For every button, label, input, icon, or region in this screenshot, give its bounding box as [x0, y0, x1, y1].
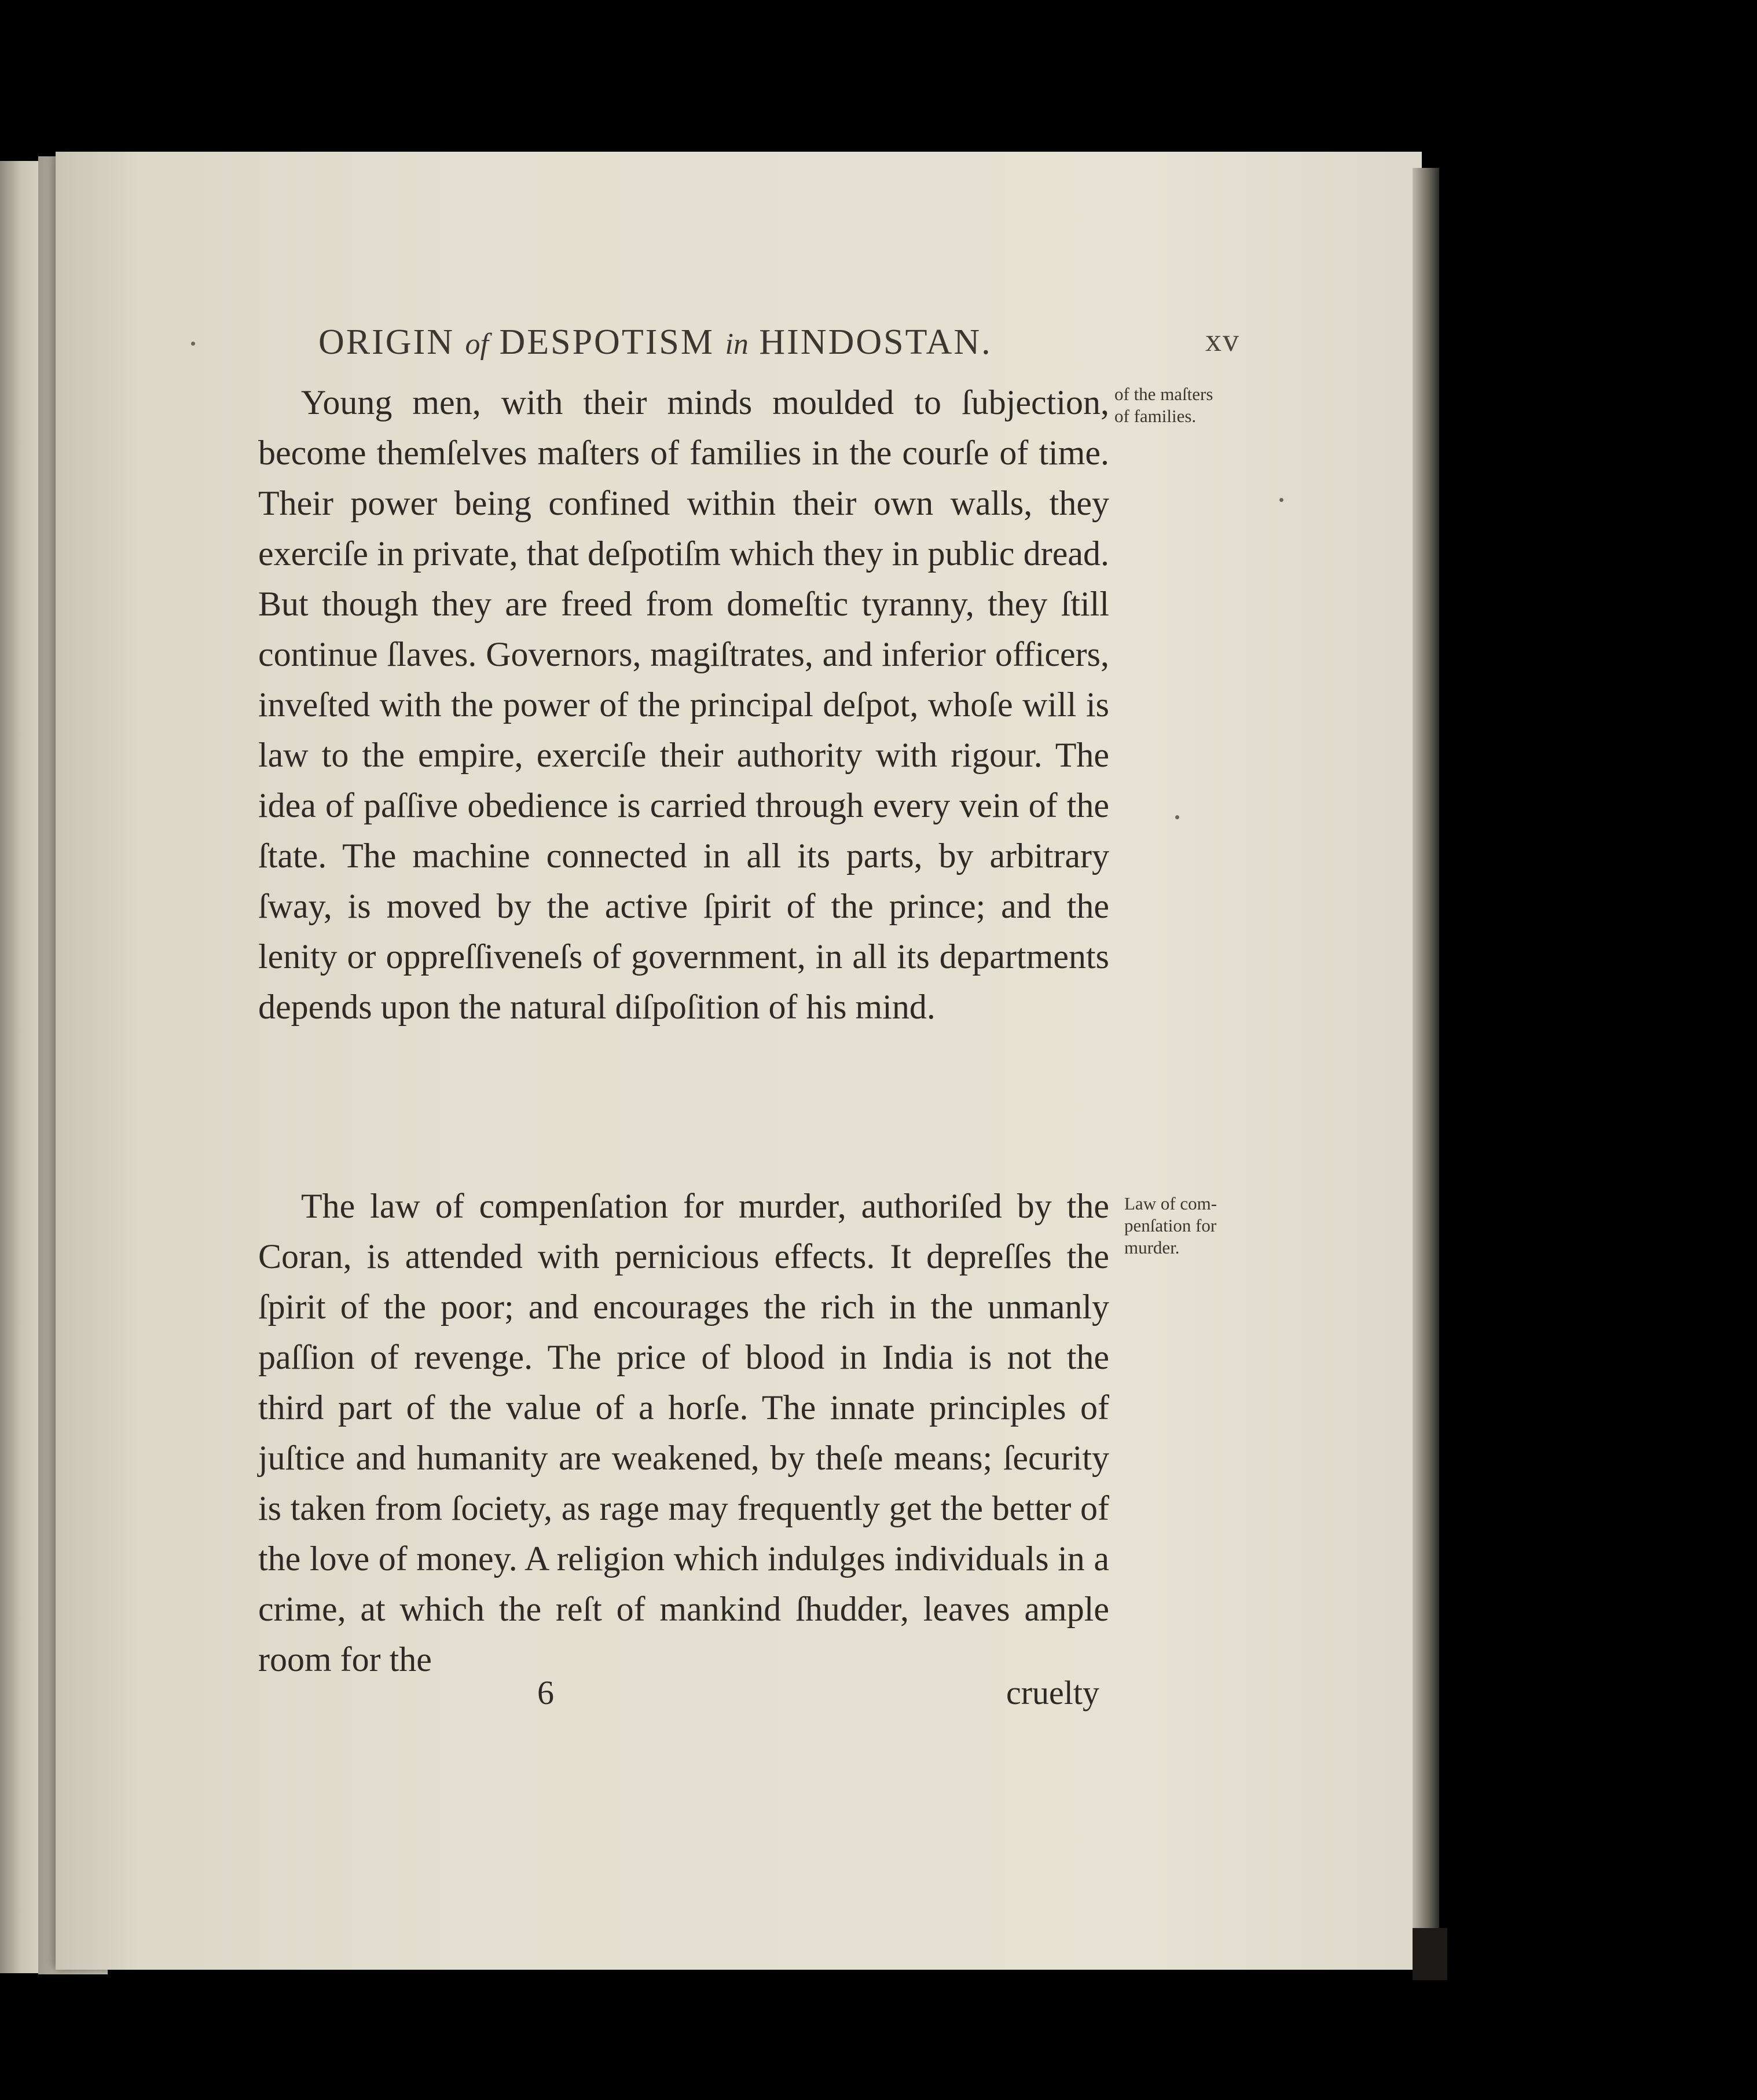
running-head-of: of [465, 328, 489, 361]
paper-speck [191, 342, 195, 346]
marginal-note-line: murder. [1124, 1237, 1180, 1258]
marginal-note-line: of families. [1114, 406, 1197, 426]
marginal-note-line: of the maſters [1114, 384, 1213, 404]
paragraph-text: Young men, with their minds moulded to ſubjection, become themſelves maſters of families in the courſe of time. Their power being confined within their own walls, they exerciſe in private, that deſpotiſm which they in public dread. But though they are freed from domeſtic tyranny, they ſtill continue ſlaves. Governors, magiſtrates, and inferior officers, inveſted with the power of the principal deſpot, whoſe will is law to the empire, exerciſe their authority with rigour. The idea of paſſive obedience is carried through every vein of the ſtate. The machine connected in all its parts, by arbitrary ſway, is moved by the active ſpirit of the prince; and the lenity or oppreſſiveneſs of government, in all its departments depends upon the natural diſpoſition of his mind. [258, 383, 1109, 1026]
paper-speck [1279, 498, 1283, 502]
paragraph-text: The law of compenſation for murder, authoriſed by the Coran, is attended with pernicious effects. It depreſſes the ſpirit of the poor; and encourages the rich in the unmanly paſſion of revenge. The price of blood in India is not the third part of the value of a horſe. The innate principles of juſtice and humanity are weakened, by theſe means; ſecurity is taken from ſociety, as rage may frequently get the better of the love of money. A religion which indulges individuals in a crime, at which the reſt of mankind ſhudder, leaves ample room for the [258, 1187, 1109, 1678]
paper-speck [1175, 815, 1179, 819]
marginal-note-masters [1114, 383, 1248, 427]
catchword: cruelty [1006, 1674, 1100, 1711]
cover-corner [1413, 1928, 1447, 1980]
facing-page-edge [0, 161, 38, 1973]
paragraph-young-men [258, 378, 1109, 1032]
running-head-hindostan: HINDOSTAN. [759, 322, 992, 362]
running-head-in: in [725, 328, 749, 361]
signature-mark: 6 [537, 1674, 554, 1711]
running-head-origin: ORIGIN [318, 322, 454, 362]
paragraph-law-of-compensation [258, 1181, 1109, 1685]
page-fore-edge [1413, 168, 1439, 1969]
marginal-note-compensation [1124, 1193, 1257, 1259]
running-head [318, 322, 992, 363]
running-head-despotism: DESPOTISM [499, 322, 714, 362]
marginal-note-line: penſation for [1124, 1215, 1217, 1236]
page-number: xv [1205, 322, 1240, 358]
marginal-note-line: Law of com- [1124, 1193, 1217, 1214]
